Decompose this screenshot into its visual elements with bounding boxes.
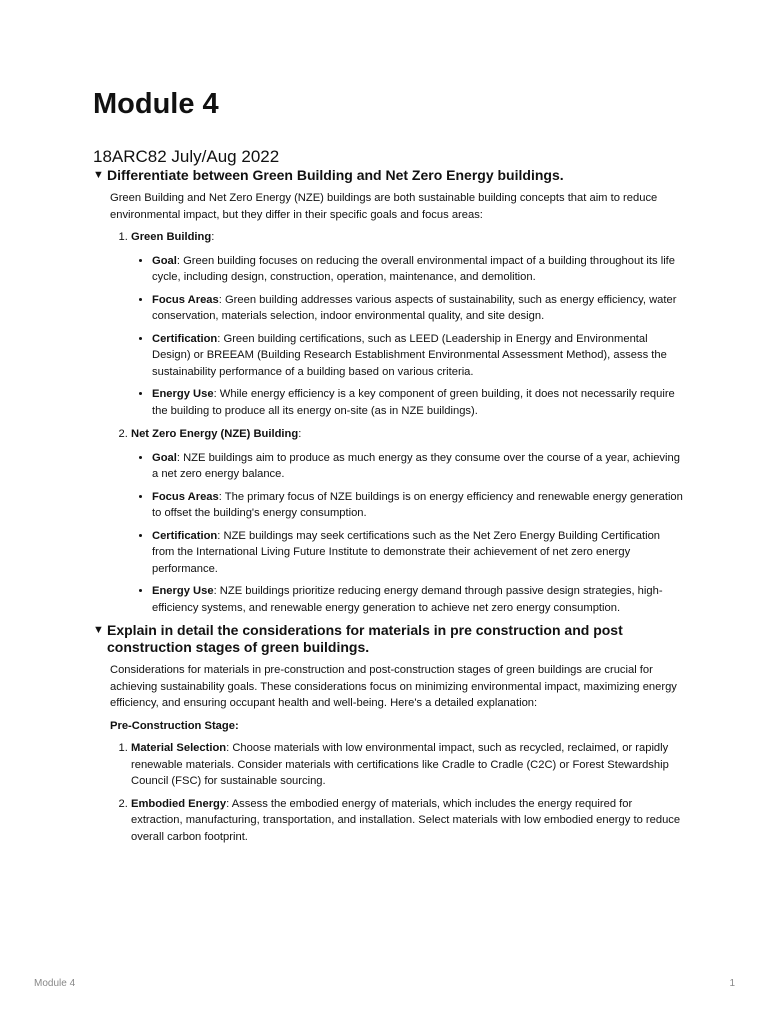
step-term: Material Selection bbox=[131, 742, 227, 754]
toggle-body-2 bbox=[93, 662, 683, 845]
page-title: Module 4 bbox=[93, 88, 219, 120]
bullet-item bbox=[152, 528, 683, 578]
toggle-section-2 bbox=[93, 622, 683, 845]
bullet-term: Focus Areas bbox=[152, 490, 219, 503]
bullet-list bbox=[131, 450, 683, 617]
bullet-list bbox=[131, 253, 683, 420]
bullet-term: Certification bbox=[152, 529, 218, 542]
consideration-list bbox=[110, 740, 683, 845]
toggle-heading-1[interactable] bbox=[93, 167, 683, 184]
bullet-item bbox=[152, 583, 683, 616]
intro-paragraph: Considerations for materials in pre-construction and post-construction stages of green buildings are crucial for achieving sustainability goals. These considerations focus on minimizing environmental impact, maximizing energy efficiency, and ensuring occupant health and well-being. Here's a detailed explanation: bbox=[110, 664, 677, 709]
list-item-label: Green Building bbox=[131, 231, 212, 243]
bullet-term: Certification bbox=[152, 332, 218, 345]
bullet-term: Energy Use bbox=[152, 388, 214, 400]
triangle-down-icon[interactable]: ▼ bbox=[93, 624, 104, 636]
bullet-term: Focus Areas bbox=[152, 293, 219, 306]
list-item bbox=[131, 796, 683, 846]
stage-label-text: Pre-Construction Stage: bbox=[110, 719, 239, 732]
bullet-text: : Green building addresses various aspects of sustainability, such as energy efficiency, water conservation, materials selection, indoor environmental quality, and site design. bbox=[152, 293, 677, 322]
toggle-body-1 bbox=[93, 190, 683, 616]
step-text: : Choose materials with low environmental impact, such as recycled, reclaimed, or rapidly renewable materials. Consider materials with certifications like Cradle to Cradle (C2C) or Forest Stewardship Council (FSC) for sustainable sourcing. bbox=[131, 742, 669, 787]
bullet-item bbox=[152, 489, 683, 522]
bullet-text: : NZE buildings aim to produce as much energy as they consume over the course of a year, achieving a net zero energy balance. bbox=[152, 451, 680, 480]
step-text: : Assess the embodied energy of materials, which includes the energy required for extraction, manufacturing, transportation, and installation. Select materials with low embodied energy to reduce overall carbon footprint. bbox=[131, 797, 681, 843]
document-page bbox=[93, 86, 683, 845]
bullet-text: : NZE buildings may seek certifications such as the Net Zero Energy Building Certification from the International Living Future Institute to demonstrate their achievement of net zero energy performance. bbox=[152, 529, 661, 575]
footer-left: Module 4 bbox=[34, 978, 76, 989]
toggle-section-1 bbox=[93, 167, 683, 616]
footer-page-number: 1 bbox=[729, 978, 735, 989]
intro-paragraph: Green Building and Net Zero Energy (NZE) buildings are both sustainable building concepts that aim to reduce environmental impact, but they differ in their specific goals and focus areas: bbox=[110, 192, 658, 221]
toggle-heading-text: Explain in detail the considerations for materials in pre construction and post construction stages of green buildings. bbox=[107, 622, 623, 655]
list-item-label: Net Zero Energy (NZE) Building bbox=[131, 428, 299, 440]
bullet-text: : While energy efficiency is a key component of green building, it does not necessarily require the building to produce all its energy on-site (as in NZE buildings). bbox=[152, 388, 675, 417]
bullet-item bbox=[152, 292, 683, 325]
toggle-heading-2[interactable] bbox=[93, 622, 683, 656]
bullet-text: : Green building focuses on reducing the overall environmental impact of a building throughout its life cycle, including design, construction, operation, maintenance, and demolition. bbox=[152, 254, 676, 283]
bullet-item bbox=[152, 386, 683, 419]
exam-subtitle: 18ARC82 July/Aug 2022 bbox=[93, 147, 280, 166]
step-term: Embodied Energy bbox=[131, 797, 227, 810]
list-item: 2. Net Zero Energy (NZE) Building: • Goal: NZE buildings aim to produce as much energy as they consume over the course of a year, achieving a net zero energy balance. • Focus Areas: The primary focus of NZE buildings is on energy efficiency and renewable energy generation to offset the building's energy consumption. • Certification: NZE buildings may seek certifications such as the Net Zero Energy Building Certification from the International Living Future Institute to demonstrate their achievement of net zero energy performance. • Energy Use: NZE buildings prioritize reducing energy demand through passive design strategies, high-efficiency systems, and renewable energy generation to achieve net zero energy consumption. bbox=[131, 426, 683, 616]
bullet-item bbox=[152, 450, 683, 483]
bullet-text: : Green building certifications, such as LEED (Leadership in Energy and Environmental Design) or BREEAM (Building Research Establishment Environmental Assessment Method), assess the sustainability performance of a building based on various criteria. bbox=[152, 332, 667, 378]
triangle-down-icon[interactable]: ▼ bbox=[93, 169, 104, 181]
bullet-text: : The primary focus of NZE buildings is on energy efficiency and renewable energy generation to offset the building's energy consumption. bbox=[152, 490, 683, 519]
bullet-item bbox=[152, 253, 683, 286]
stage-label bbox=[110, 718, 683, 735]
bullet-term: Goal bbox=[152, 451, 177, 464]
list-item: 1. Green Building: • Goal: Green building focuses on reducing the overall environmental impact of a building throughout its life cycle, including design, construction, operation, maintenance, and demolition. • Focus Areas: Green building addresses various aspects of sustainability, such as energy efficiency, water conservation, materials selection, indoor environmental quality, and site design. • Certification: Green building certifications, such as LEED (Leadership in Energy and Environmental Design) or BREEAM (Building Research Establishment Environmental Assessment Method), assess the sustainability performance of a building based on various criteria. • Energy Use: While energy efficiency is a key component of green building, it does not necessarily require the building to produce all its energy on-site (as in NZE buildings). bbox=[131, 229, 683, 419]
toggle-heading-text: Differentiate between Green Building and Net Zero Energy buildings. bbox=[107, 167, 564, 183]
list-item bbox=[131, 740, 683, 790]
comparison-list bbox=[110, 229, 683, 616]
bullet-item bbox=[152, 331, 683, 381]
bullet-text: : NZE buildings prioritize reducing energy demand through passive design strategies, high-efficiency systems, and renewable energy generation to achieve net zero energy consumption. bbox=[152, 585, 663, 614]
bullet-term: Goal bbox=[152, 254, 177, 267]
bullet-term: Energy Use bbox=[152, 585, 214, 597]
